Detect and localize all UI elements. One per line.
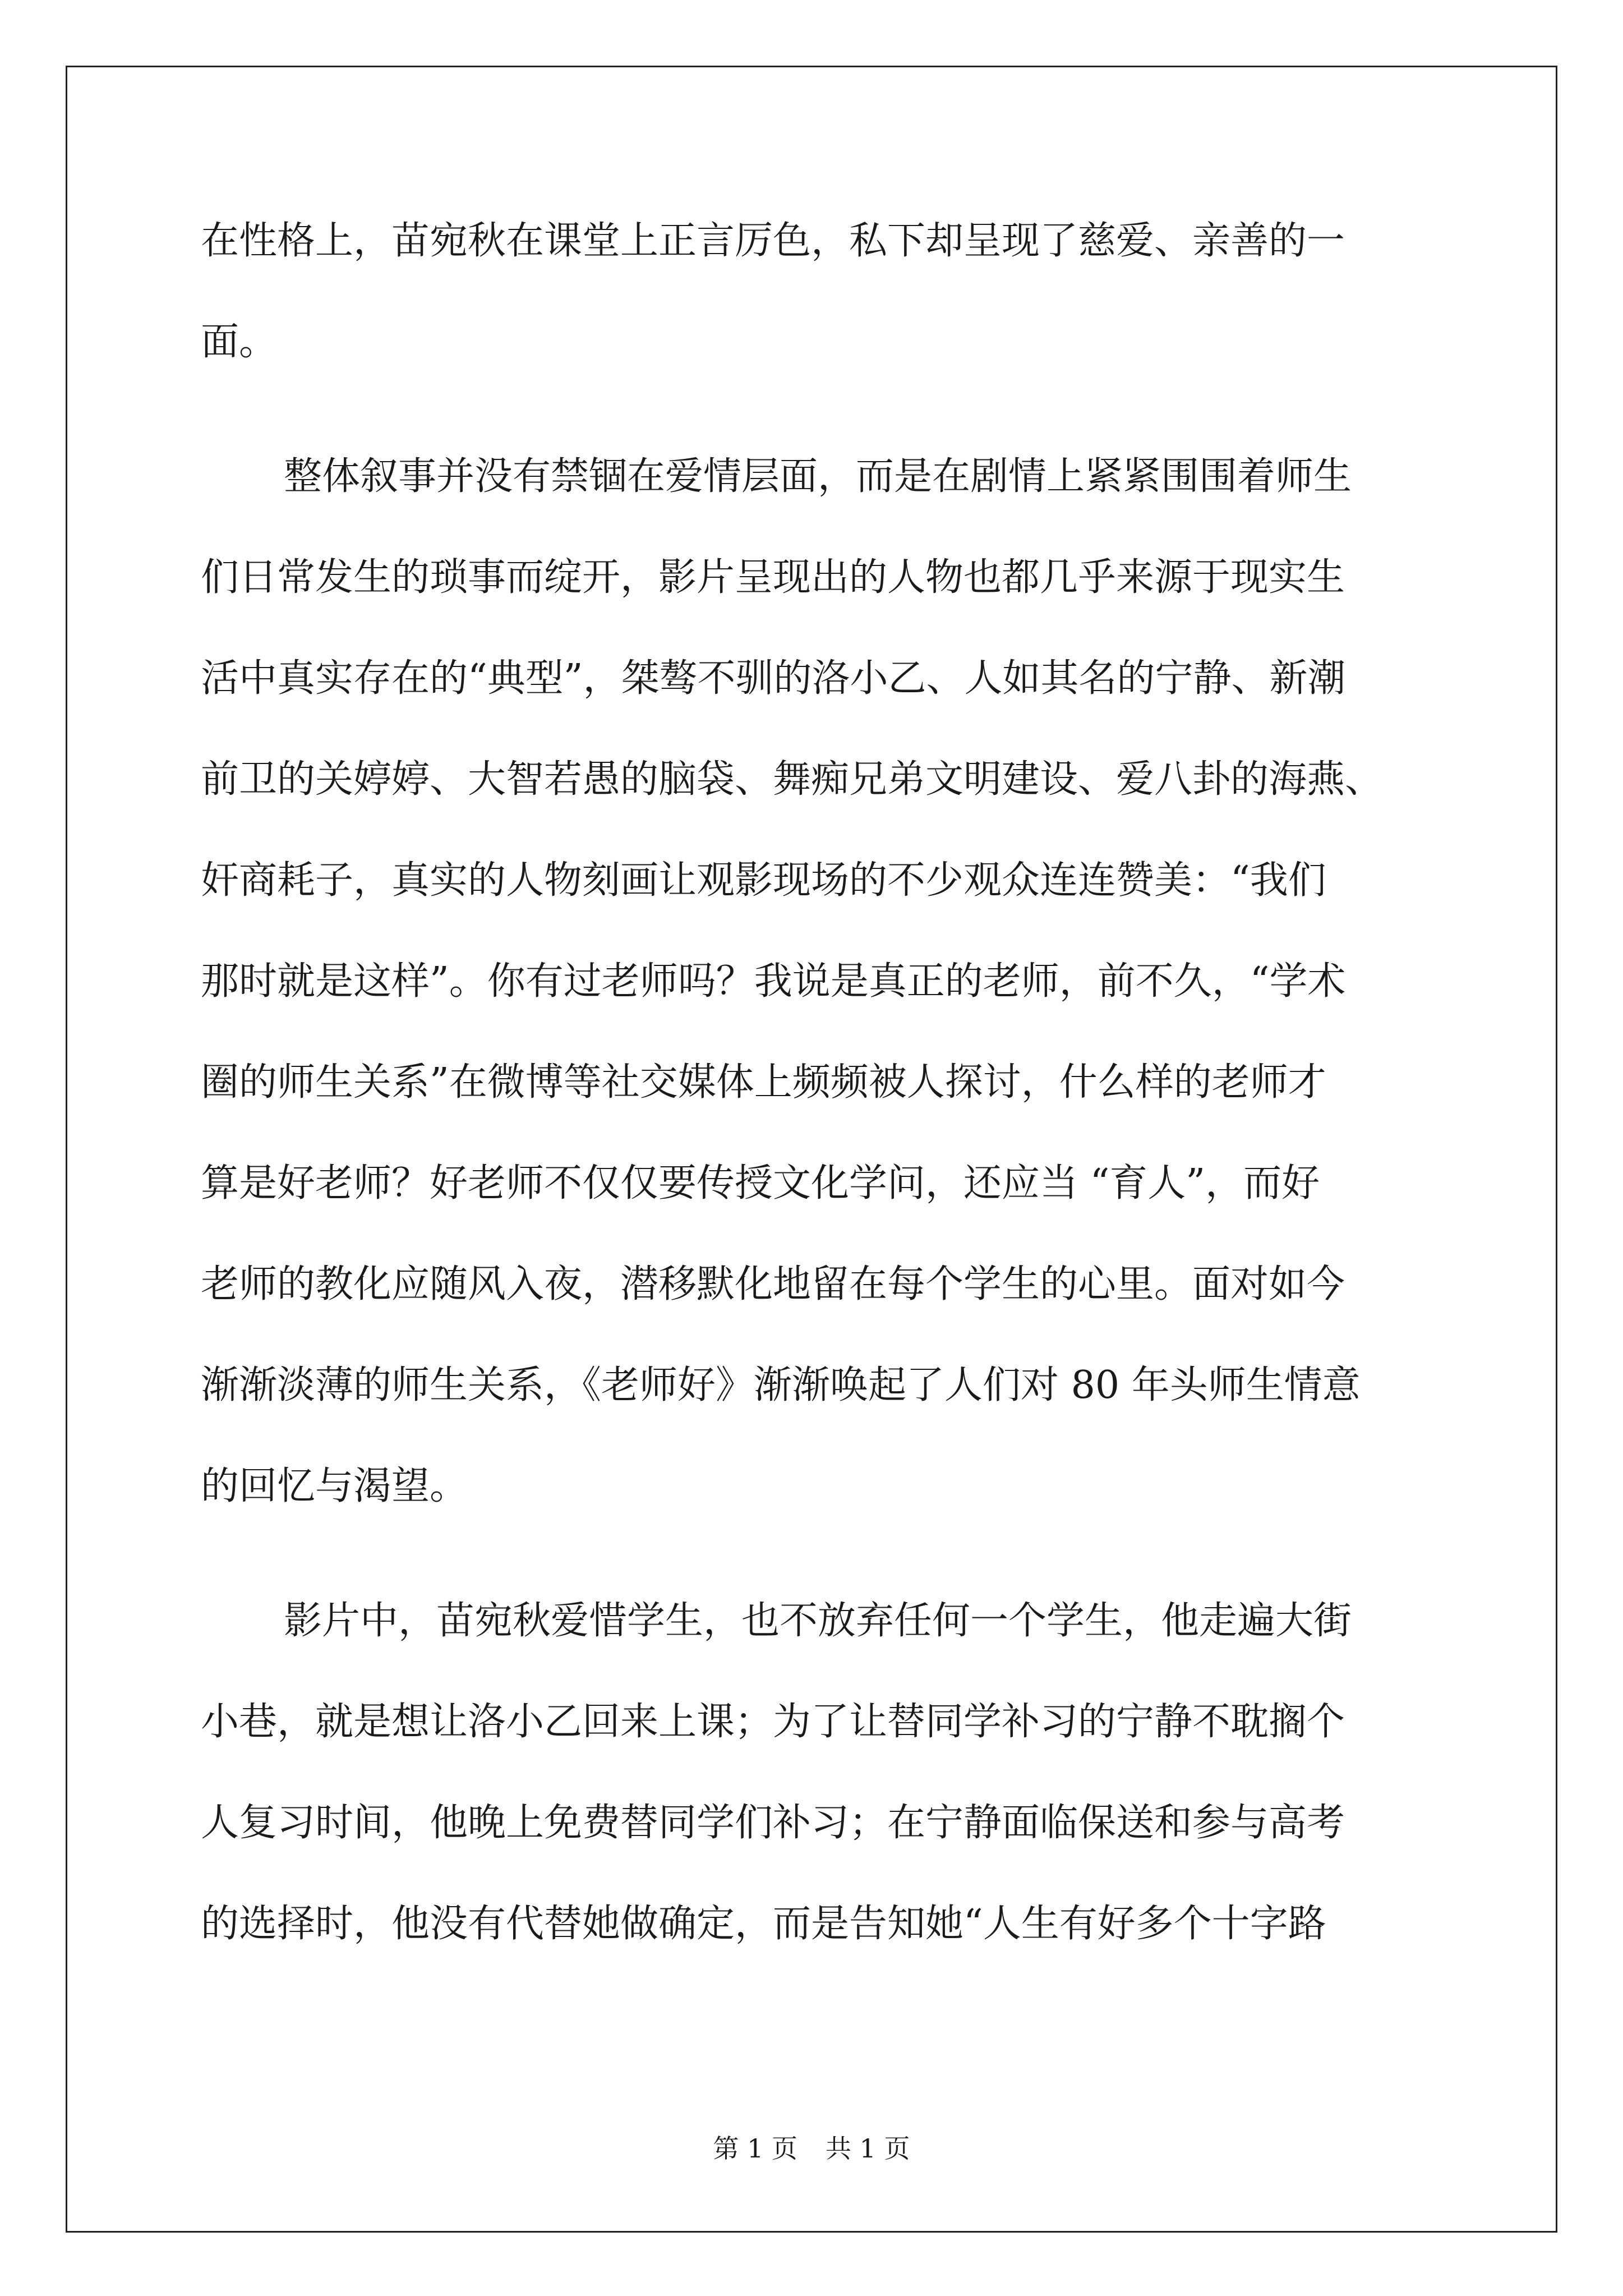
document-body — [201, 208, 1435, 1991]
text-line: 在性格上，苗宛秋在课堂上正言厉色，私下却呈现了慈爱、亲善的一 — [201, 219, 1345, 263]
text-line: 奸商耗子，真实的人物刻画让观影现场的不少观众连连赞美：“我们 — [201, 858, 1326, 903]
text-line: 算是好老师？好老师不仅仅要传授文化学问，还应当 “育人”，而好 — [201, 1161, 1320, 1205]
text-line: 那时就是这样”。你有过老师吗？我说是真正的老师，前不久，“学术 — [201, 959, 1346, 1004]
text-line: 的选择时，他没有代替她做确定，而是告知她“人生有好多个十字路 — [201, 1902, 1326, 1946]
text-line: 前卫的关婷婷、大智若愚的脑袋、舞痴兄弟文明建设、爱八卦的海燕、 — [201, 757, 1384, 802]
text-line: 活中真实存在的“典型”，桀骜不驯的洛小乙、人如其名的宁静、新潮 — [201, 656, 1346, 701]
text-line: 小巷，就是想让洛小乙回来上课；为了让替同学补习的宁静不耽搁个 — [201, 1700, 1345, 1744]
text-line: 老师的教化应随风入夜，潜移默化地留在每个学生的心里。面对如今 — [201, 1262, 1345, 1306]
text-line: 整体叙事并没有禁锢在爱情层面，而是在剧情上紧紧围围着师生 — [284, 454, 1352, 499]
text-line: 们日常发生的琐事而绽开，影片呈现出的人物也都几乎来源于现实生 — [201, 555, 1345, 600]
text-line: 影片中，苗宛秋爱惜学生，也不放弃任何一个学生，他走遍大街 — [284, 1599, 1352, 1643]
page-total: 共 1 页 — [826, 2133, 910, 2164]
text-line: 圈的师生关系”在微博等社交媒体上频频被人探讨，什么样的老师才 — [201, 1060, 1326, 1105]
text-line: 的回忆与渴望。 — [201, 1464, 468, 1508]
text-line: 面。 — [201, 320, 278, 364]
text-line: 人复习时间，他晚上免费替同学们补习；在宁静面临保送和参与高考 — [201, 1801, 1345, 1845]
page-footer — [0, 2132, 1623, 2165]
paragraph-3 — [201, 1588, 1435, 1991]
text-line: 渐渐淡薄的师生关系，《老师好》渐渐唤起了人们对 80 年头师生情意 — [201, 1363, 1361, 1407]
paragraph-2 — [201, 443, 1435, 1554]
paragraph-1 — [201, 208, 1435, 409]
page-number: 第 1 页 — [713, 2133, 797, 2164]
